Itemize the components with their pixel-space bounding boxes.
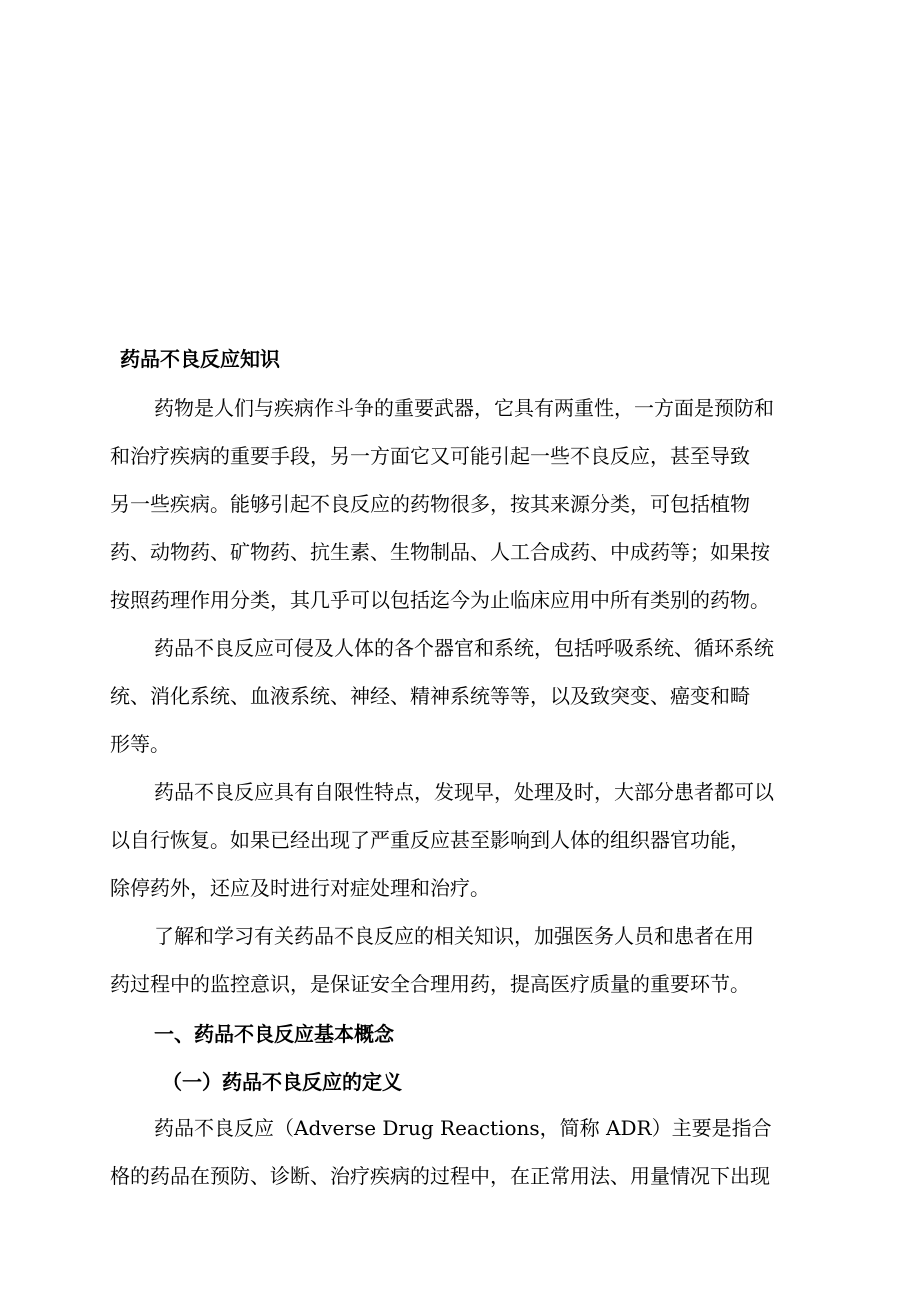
paragraph-1-line-4: 药、动物药、矿物药、抗生素、生物制品、人工合成药、中成药等；如果按 [110, 540, 770, 564]
paragraph-3-line-3: 除停药外，还应及时进行对症处理和治疗。 [110, 876, 490, 900]
subsection-heading-definition: （一）药品不良反应的定义 [162, 1070, 402, 1094]
paragraph-1-line-5: 按照药理作用分类，其几乎可以包括迄今为止临床应用中所有类别的药物。 [110, 588, 770, 612]
paragraph-5-line-1: 药品不良反应（Adverse Drug Reactions，简称 ADR）主要是指合 [154, 1116, 772, 1140]
paragraph-4-line-1: 了解和学习有关药品不良反应的相关知识，加强医务人员和患者在用 [154, 924, 754, 948]
paragraph-2-line-1: 药品不良反应可侵及人体的各个器官和系统，包括呼吸系统、循环系统 [154, 636, 774, 660]
paragraph-2-line-3: 形等。 [110, 732, 170, 756]
paragraph-5-line-2: 格的药品在预防、诊断、治疗疾病的过程中，在正常用法、用量情况下出现 [110, 1164, 770, 1188]
paragraph-1-line-1: 药物是人们与疾病作斗争的重要武器，它具有两重性，一方面是预防和 [154, 396, 774, 420]
paragraph-1-line-2: 和治疗疾病的重要手段，另一方面它又可能引起一些不良反应，甚至导致 [110, 444, 750, 468]
paragraph-3-line-2: 以自行恢复。如果已经出现了严重反应甚至影响到人体的组织器官功能， [110, 828, 750, 852]
paragraph-4-line-2: 药过程中的监控意识，是保证安全合理用药，提高医疗质量的重要环节。 [110, 972, 750, 996]
paragraph-3-line-1: 药品不良反应具有自限性特点，发现早，处理及时，大部分患者都可以 [154, 780, 774, 804]
section-heading-basic-concepts: 一、药品不良反应基本概念 [154, 1022, 394, 1046]
paragraph-2-line-2: 统、消化系统、血液系统、神经、精神系统等等，以及致突变、癌变和畸 [110, 684, 750, 708]
document-title: 药品不良反应知识 [120, 347, 280, 371]
paragraph-1-line-3: 另一些疾病。能够引起不良反应的药物很多，按其来源分类，可包括植物 [110, 492, 750, 516]
